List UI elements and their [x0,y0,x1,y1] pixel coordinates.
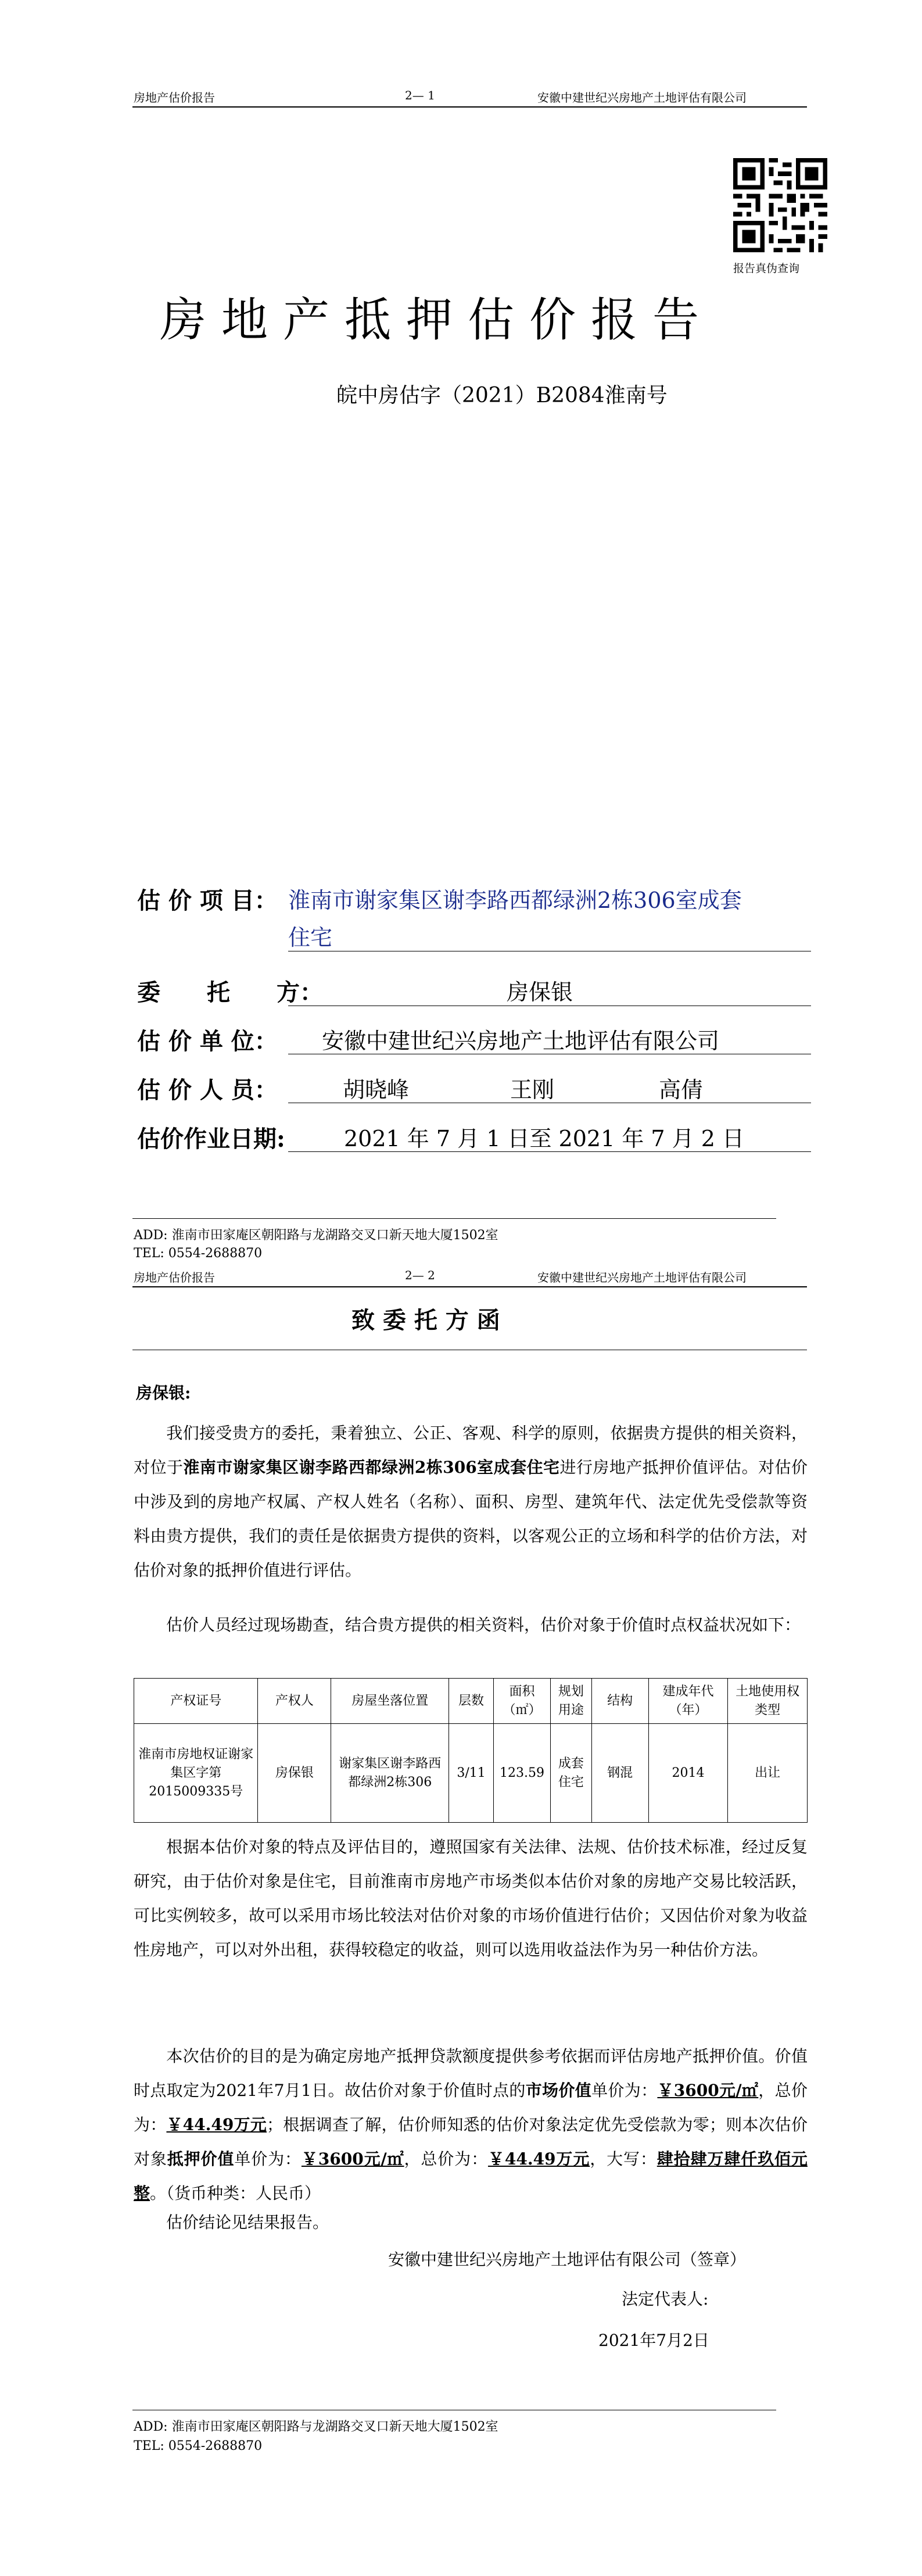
field-label-work-date: 估价作业日期: [137,1125,285,1153]
cell-area: 123.59 [493,1724,550,1823]
header-rule [132,1286,807,1287]
market-unit-price: ￥3600元/㎡ [657,2081,759,2100]
header-right: 安徽中建世纪兴房地产土地评估有限公司 [537,91,747,105]
cell-usage: 成套住宅 [551,1724,591,1823]
cell-certificate: 淮南市房地权证谢家集区字第2015009335号 [134,1724,258,1823]
paragraph-3 [134,1830,808,1967]
paragraph-4-text: 。（货币种类：人民币） [150,2184,321,2203]
salutation: 房保银: [136,1383,191,1403]
paragraph-4-text: ，总价为： [134,2081,808,2134]
paragraph-1 [134,1416,808,1587]
field-label-appraisers: 估 价 人 员： [137,1076,278,1104]
header-right: 安徽中建世纪兴房地产土地评估有限公司 [537,1271,747,1285]
field-value-project-line2: 住宅 [288,925,333,950]
col-header: 土地使用权类型 [728,1679,808,1724]
signature-company: 安徽中建世纪兴房地产土地评估有限公司（签章） [388,2250,747,2269]
field-value-appraiser-3: 高倩 [659,1077,704,1103]
paragraph-4-text: ，总价为： [404,2149,488,2169]
col-header: 产权人 [258,1679,331,1724]
paragraph-5 [134,2205,808,2239]
qr-code-icon [733,158,827,252]
footer-address: ADD: 淮南市田家庵区朝阳路与龙湖路交叉口新天地大厦1502室 [134,1228,498,1243]
cell-owner: 房保银 [258,1724,331,1823]
legal-representative: 法定代表人: [622,2289,709,2309]
paragraph-2-text: 估价人员经过现场勘查，结合贵方提供的相关资料，估价对象于价值时点权益状况如下： [166,1615,801,1634]
header-page-number: 2— 2 [405,1268,435,1282]
paragraph-5-text: 估价结论见结果报告。 [166,2213,329,2232]
col-header: 结构 [591,1679,648,1724]
paragraph-4-text: 单价为： [234,2149,302,2169]
paragraph-4-text: 本次估价的目的是为确定房地产抵押贷款额度提供参考依据而评估房地产抵押价值。价值时点取定为2021年7月1日。故估价对象于价值时点的 [134,2047,808,2100]
table-header-row [134,1679,808,1724]
header-left: 房地产估价报告 [134,91,215,105]
report-number: 皖中房估字（2021）B2084淮南号 [336,384,668,407]
footer-rule [132,1218,776,1219]
market-value-label: 市场价值 [525,2081,592,2100]
field-label-client: 委 托 方： [137,979,323,1006]
field-value-appraiser-1: 胡晓峰 [343,1077,410,1103]
field-value-appraiser-2: 王刚 [510,1077,555,1103]
mortgage-total-price: ￥44.49万元 [487,2149,590,2169]
amount-in-words: 肆拾肆万肆仟玖佰元整 [134,2149,808,2203]
footer-address: ADD: 淮南市田家庵区朝阳路与龙湖路交叉口新天地大厦1502室 [134,2420,498,2434]
cell-location: 谢家集区谢李路西都绿洲2栋306 [331,1724,449,1823]
header-left: 房地产估价报告 [134,1271,215,1285]
mortgage-unit-price: ￥3600元/㎡ [301,2149,404,2169]
footer-phone: TEL: 0554-2688870 [134,2439,263,2453]
cell-structure: 钢混 [591,1724,648,1823]
field-label-project: 估 价 项 目： [137,887,278,914]
property-table [134,1678,808,1823]
property-address: 淮南市谢家集区谢李路西都绿洲2栋306室成套住宅 [183,1458,560,1477]
col-header: 房屋坐落位置 [331,1679,449,1724]
col-header: 层数 [449,1679,494,1724]
field-value-appraisal-unit: 安徽中建世纪兴房地产土地评估有限公司 [322,1028,720,1054]
header-page-number: 2— 1 [405,88,435,102]
field-underline [288,1151,811,1152]
col-header: 产权证号 [134,1679,258,1724]
paragraph-1-text-c: 进行房地产抵押价值评估。对估价中涉及到的房地产权属、产权人姓名（名称）、面积、房型、建筑年代、法定优先受偿款等资料由贵方提供，我们的责任是依据贵方提供的资料，以客观公正的立场和科学的估价方法，对估价对象的抵押价值进行评估。 [134,1458,808,1580]
paragraph-4-text: ；根据调查了解，估价师知悉的估价对象法定优先受偿款为零；则本次估价对象 [134,2115,808,2169]
paragraph-1-text-a: 我们接受贵方的委托，秉着独立、公正、客观、科学的原则，依据贵方提供的相关资料，对位于 [134,1423,808,1477]
table-row [134,1724,808,1823]
field-value-project: 淮南市谢家集区谢李路西都绿洲2栋306室成套 [288,888,742,913]
paragraph-2 [134,1608,808,1642]
col-header: 面积（㎡） [493,1679,550,1724]
paragraph-4-text: 单价为： [591,2081,658,2100]
col-header: 建成年代（年） [648,1679,728,1724]
cell-year-built: 2014 [648,1724,728,1823]
letter-title: 致 委 托 方 函 [351,1307,500,1334]
report-title: 房地产抵押估价报告 [160,293,714,347]
field-value-work-date: 2021 年 7 月 1 日至 2021 年 7 月 2 日 [344,1126,744,1151]
field-label-appraisal-unit: 估 价 单 位： [137,1028,278,1055]
header-rule [132,106,807,108]
qr-caption: 报告真伪查询 [733,262,800,275]
footer-phone: TEL: 0554-2688870 [134,1246,263,1261]
cell-land-right: 出让 [728,1724,808,1823]
paragraph-4 [134,2039,808,2210]
cell-floors: 3/11 [449,1724,494,1823]
col-header: 规划用途 [551,1679,591,1724]
signature-date: 2021年7月2日 [598,2331,709,2350]
paragraph-3-text: 根据本估价对象的特点及评估目的，遵照国家有关法律、法规、估价技术标准，经过反复研究，由于估价对象是住宅，目前淮南市房地产市场类似本估价对象的房地产交易比较活跃，可比实例较多，故可以采用市场比较法对估价对象的市场价值进行估价；又因估价对象为收益性房地产，可以对外出租，获得较稳定的收益，则可以选用收益法作为另一种估价方法。 [134,1837,808,1959]
mortgage-value-label: 抵押价值 [167,2149,235,2169]
paragraph-4-text: ，大写： [590,2149,657,2169]
market-total-price: ￥44.49万元 [166,2115,267,2134]
field-value-client: 房保银 [507,979,573,1005]
